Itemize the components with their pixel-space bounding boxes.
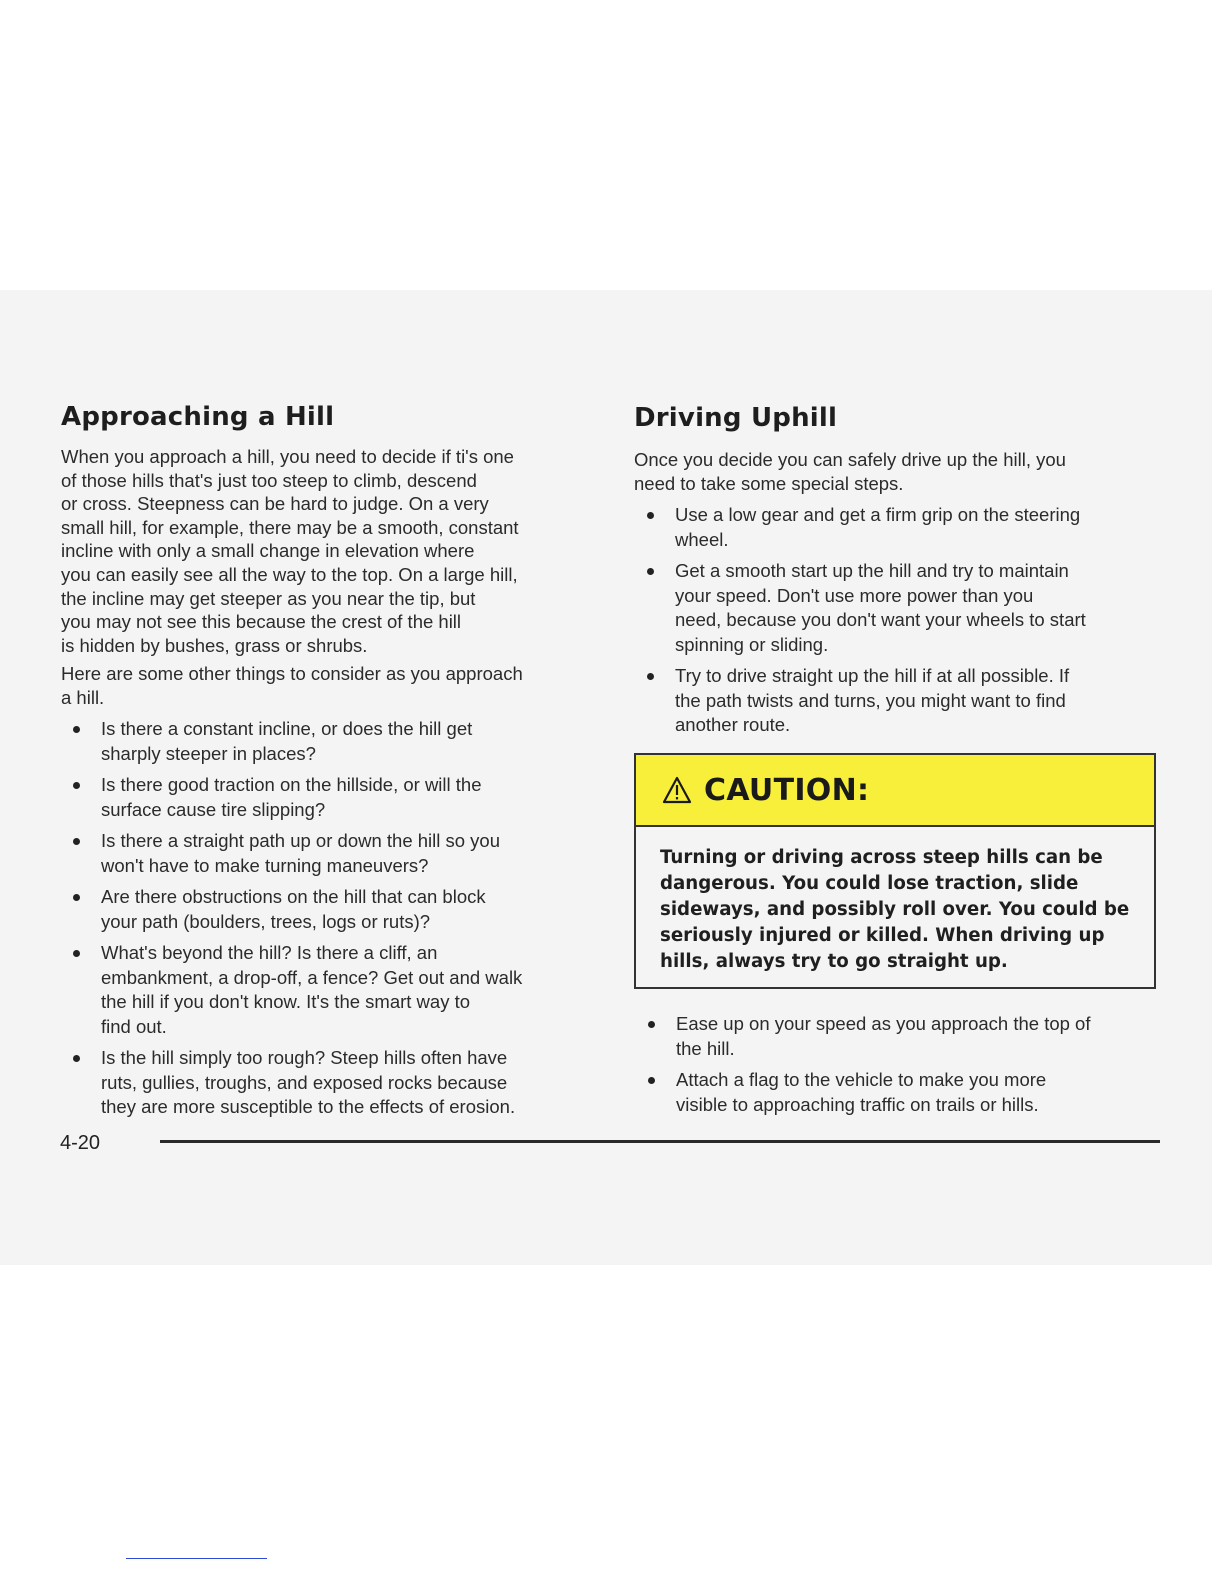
intro-line: small hill, for example, there may be a smooth, constant — [61, 516, 519, 538]
manual-page — [0, 290, 1212, 1265]
bullet-icon — [73, 782, 80, 789]
intro-line: of those hills that's just too steep to climb, descend — [61, 469, 477, 491]
caution-text: Turning or driving across steep hills can be dangerous. You could lose traction, slide sideways, and possibly roll over. You could be seriously injured or killed. When driving up hills, always try to go straight up. — [660, 847, 1130, 972]
section-heading-approaching-a-hill: Approaching a Hill — [61, 402, 335, 432]
list-item: Use a low gear and get a firm grip on the steering wheel. — [675, 503, 1159, 552]
intro-line: When you approach a hill, you need to decide if ti's one — [61, 446, 514, 467]
intro-line: incline with only a small change in elevation where — [61, 540, 475, 562]
bullet-icon — [73, 894, 80, 901]
intro-line: you may not see this because the crest of the hill — [61, 611, 462, 633]
consider-line: Here are some other things to consider as you approach — [61, 663, 523, 684]
footer-divider — [160, 1140, 1160, 1143]
caution-title: CAUTION: — [704, 772, 870, 808]
intro-line: is hidden by bushes, grass or shrubs. — [61, 634, 368, 656]
intro-paragraph — [61, 445, 601, 657]
caution-box — [634, 753, 1156, 989]
bullet-icon — [648, 1077, 655, 1084]
hill-questions-list — [101, 717, 601, 1120]
intro-line: you can easily see all the way to the top. On a large hill, — [61, 563, 518, 585]
hyperlink-underline[interactable] — [126, 1558, 267, 1559]
list-item: Try to drive straight up the hill if at all possible. If the path twists and turns, you might want to find another route. — [675, 664, 1159, 738]
list-item: Are there obstructions on the hill that can block your path (boulders, trees, logs or ruts)? — [101, 885, 601, 934]
bullet-icon — [647, 512, 654, 519]
list-item: Is there a straight path up or down the hill so you won't have to make turning maneuvers? — [101, 829, 601, 878]
intro-line: need to take some special steps. — [634, 472, 904, 494]
bullet-icon — [73, 950, 80, 957]
list-item: Get a smooth start up the hill and try to maintain your speed. Don't use more power than you need, because you don't want your wheels to start spinning or sliding. — [675, 559, 1159, 657]
warning-triangle-icon — [662, 776, 692, 804]
intro-line: Once you decide you can safely drive up the hill, you — [634, 449, 1066, 470]
list-item: What's beyond the hill? Is there a cliff, an embankment, a drop-off, a fence? Get out and walk the hill if you don't know. It's the smart way to find out. — [101, 941, 601, 1039]
bullet-icon — [73, 838, 80, 845]
list-item: Attach a flag to the vehicle to make you more visible to approaching traffic on trails or hills. — [676, 1068, 1159, 1117]
uphill-intro-paragraph — [634, 448, 1159, 495]
intro-line: the incline may get steeper as you near the tip, but — [61, 587, 476, 609]
list-item: Is there a constant incline, or does the hill get sharply steeper in places? — [101, 717, 601, 766]
intro-line: or cross. Steepness can be hard to judge. On a very — [61, 493, 489, 515]
uphill-steps-list — [675, 503, 1159, 738]
top-of-hill-list — [676, 1012, 1159, 1117]
bullet-icon — [73, 726, 80, 733]
bullet-icon — [648, 1021, 655, 1028]
list-item: Is there good traction on the hillside, or will the surface cause tire slipping? — [101, 773, 601, 822]
page-number: 4-20 — [60, 1132, 101, 1154]
list-item: Ease up on your speed as you approach the top of the hill. — [676, 1012, 1159, 1061]
bullet-icon — [647, 673, 654, 680]
section-heading-driving-uphill: Driving Uphill — [634, 403, 838, 433]
caution-header — [636, 755, 1154, 827]
bullet-icon — [73, 1055, 80, 1062]
consider-line: a hill. — [61, 686, 105, 708]
bullet-icon — [647, 568, 654, 575]
consider-paragraph — [61, 662, 601, 709]
list-item: Is the hill simply too rough? Steep hills often have ruts, gullies, troughs, and exposed rocks because they are more susceptible to the effects of erosion. — [101, 1046, 601, 1120]
